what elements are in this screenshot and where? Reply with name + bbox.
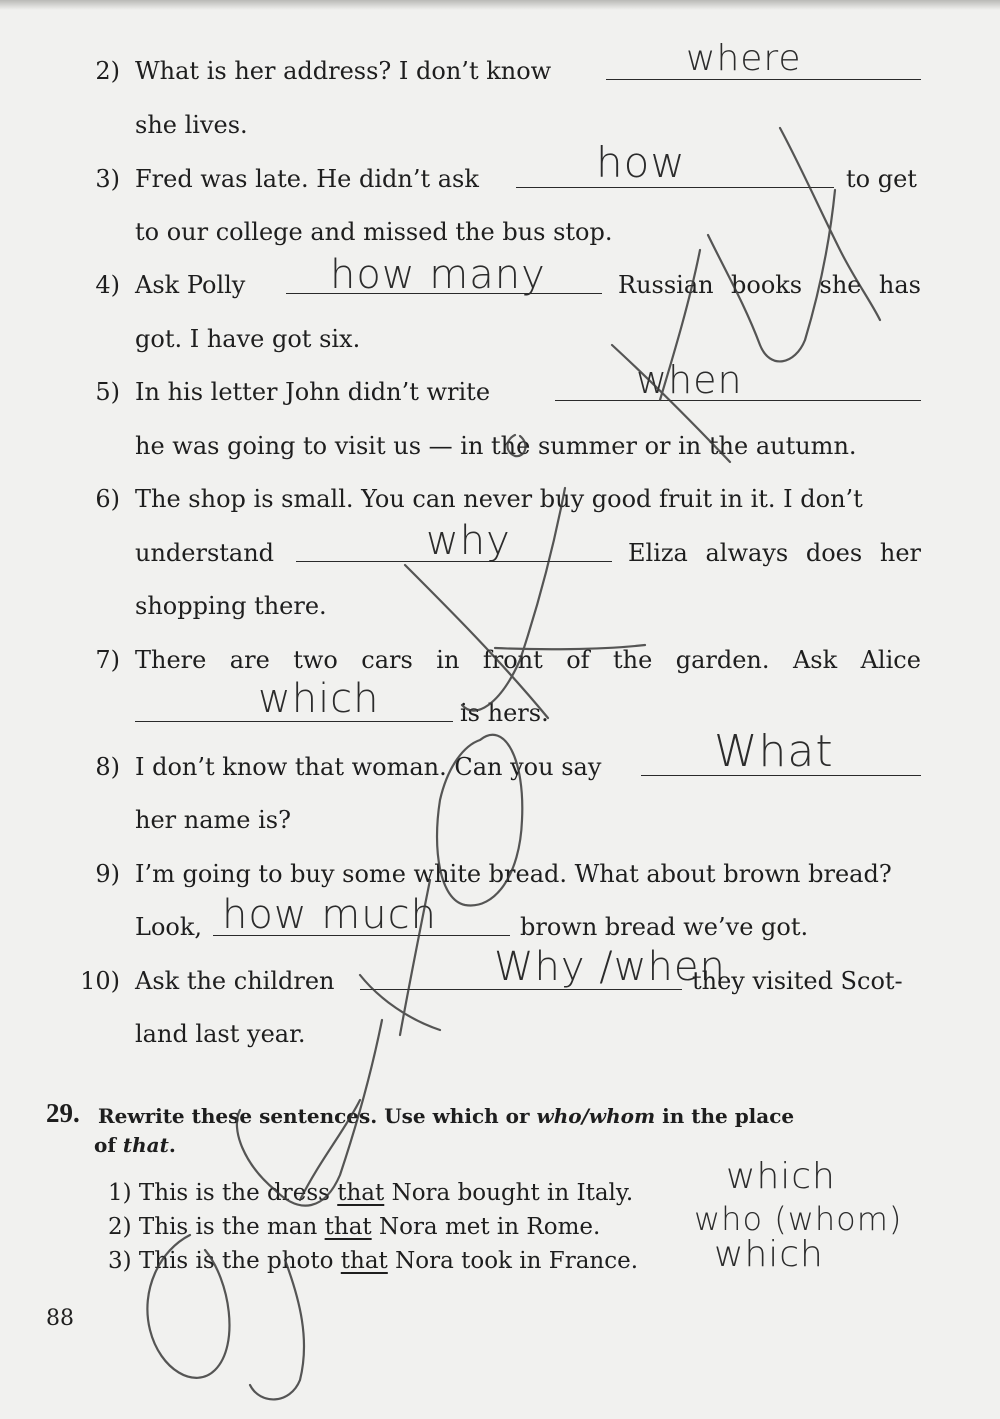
scribble-stroke: [250, 1260, 304, 1399]
item-number: 3): [95, 165, 120, 193]
scribble-stroke: [237, 1020, 382, 1206]
item-text: brown bread we’ve got.: [520, 913, 809, 941]
item-text: What is her address? I don’t know: [135, 57, 552, 85]
item-number: 6): [95, 485, 120, 513]
item-text: she lives.: [135, 111, 248, 139]
item-number: 7): [95, 646, 120, 674]
item-text: understand: [135, 539, 275, 567]
item-text: Look,: [135, 913, 203, 941]
handwritten-answer: when: [636, 358, 743, 402]
handwritten-answer: how many: [330, 252, 546, 298]
scribble-stroke: [360, 975, 440, 1030]
item-text: There are two cars in front of the garden. Ask Alice: [135, 646, 921, 674]
scribble-stroke: [300, 1100, 360, 1200]
item-text: In his letter John didn’t write: [135, 378, 491, 406]
scribble-stroke: [437, 735, 522, 906]
handwritten-answer: how: [596, 138, 686, 187]
scribble-stroke: [147, 1235, 229, 1378]
scribble-stroke: [708, 190, 835, 361]
exercise-instruction: of that.: [94, 1133, 176, 1157]
sentence: 1) This is the dress that Nora bought in Italy.: [108, 1180, 634, 1206]
handwritten-answer: where: [686, 38, 802, 79]
item-text: land last year.: [135, 1020, 306, 1048]
item-text: got. I have got six.: [135, 325, 361, 353]
handwritten-answer: how much: [222, 892, 437, 938]
item-text: they visited Scot-: [692, 967, 903, 995]
handwritten-answer: which: [714, 1234, 824, 1275]
item-text: he was going to visit us — in the summer or in the autumn.: [135, 432, 857, 460]
item-number: 8): [95, 753, 120, 781]
item-number: 9): [95, 860, 120, 888]
exercise-instruction: Rewrite these sentences. Use which or who/whom in the place: [98, 1104, 795, 1128]
item-text: Fred was late. He didn’t ask: [135, 165, 479, 193]
page-number: 88: [46, 1306, 74, 1331]
scribble-stroke: [508, 435, 526, 456]
item-number: 10): [80, 967, 120, 995]
item-text: to our college and missed the bus stop.: [135, 218, 613, 246]
scribble-stroke: [660, 250, 700, 400]
item-text: Eliza always does her: [628, 539, 921, 567]
item-text: her name is?: [135, 806, 291, 834]
handwritten-answer: What: [714, 726, 834, 777]
exercise-number: 29.: [46, 1098, 80, 1128]
item-text: I don’t know that woman. Can you say: [135, 753, 602, 781]
handwritten-answer: which: [726, 1156, 836, 1197]
item-text: shopping there.: [135, 592, 327, 620]
handwritten-answer: who (whom): [694, 1200, 903, 1238]
item-text: I’m going to buy some white bread. What about brown bread?: [135, 860, 892, 888]
scribble-stroke: [495, 645, 645, 649]
sentence: 3) This is the photo that Nora took in France.: [108, 1248, 639, 1274]
item-text: Ask Polly: [135, 271, 246, 299]
handwritten-answer: why: [426, 518, 511, 564]
item-text: is hers.: [460, 699, 549, 727]
item-number: 4): [95, 271, 120, 299]
item-text: The shop is small. You can never buy good fruit in it. I don’t: [135, 485, 863, 513]
scribble-stroke: [400, 880, 430, 1035]
item-number: 5): [95, 378, 120, 406]
handwritten-answer: which: [258, 676, 380, 722]
handwritten-answer: Why /when: [494, 944, 726, 990]
item-number: 2): [95, 57, 120, 85]
sentence: 2) This is the man that Nora met in Rome.: [108, 1214, 601, 1240]
item-text: to get: [846, 165, 917, 193]
item-text: Russian books she has: [618, 271, 921, 299]
item-text: Ask the children: [135, 967, 335, 995]
